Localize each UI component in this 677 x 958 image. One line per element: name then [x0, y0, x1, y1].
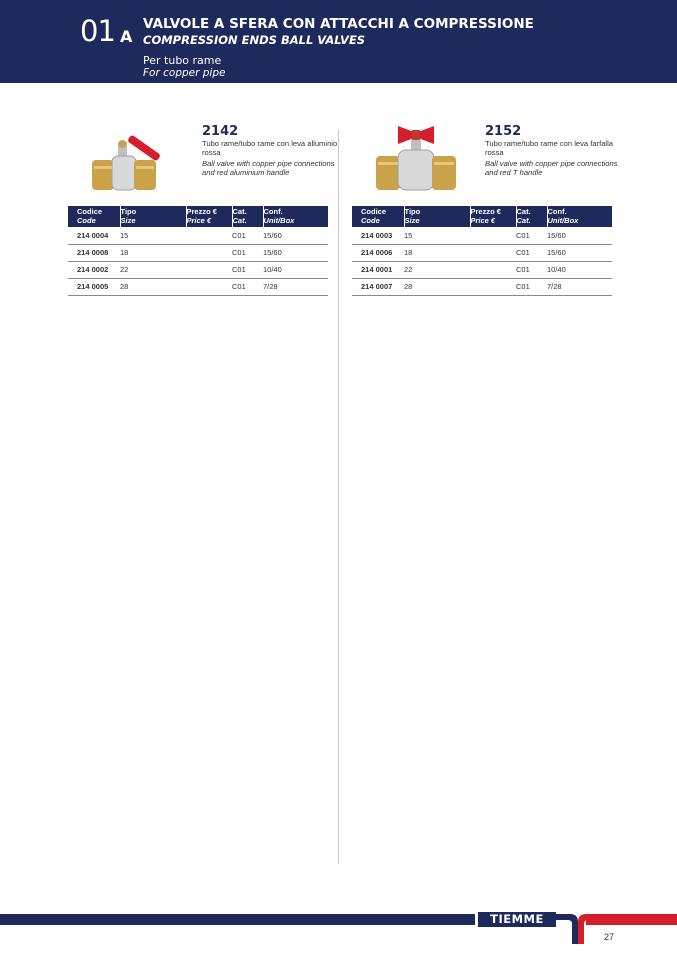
column-header-box: Conf. Unit/Box	[547, 206, 612, 227]
column-divider	[338, 130, 339, 864]
ball-valve-lever-icon	[78, 116, 178, 201]
page-title: VALVOLE A SFERA CON ATTACCHI A COMPRESSIONE	[143, 16, 534, 32]
product-code: 2152	[485, 124, 522, 139]
product-table-2142	[68, 206, 328, 296]
column-header-size: Tipo Size	[404, 206, 470, 227]
column-header-price: Prezzo € Price €	[470, 206, 516, 227]
section-number: 01	[80, 14, 115, 48]
table-row: 214 0004 15 C01 15/60	[68, 227, 328, 244]
column-header-cat: Cat. Cat.	[516, 206, 547, 227]
footer-red-bar	[586, 914, 677, 925]
page-number: 27	[604, 932, 615, 942]
column-header-cat: Cat. Cat.	[232, 206, 263, 227]
table-row: 214 0005 28 C01 7/28	[68, 278, 328, 295]
table-row: 214 0008 18 C01 15/60	[68, 244, 328, 261]
column-header-box: Conf. Unit/Box	[263, 206, 328, 227]
table-row: 214 0001 22 C01 10/40	[352, 261, 612, 278]
product-table-2152	[352, 206, 612, 296]
table-row: 214 0003 15 C01 15/60	[352, 227, 612, 244]
product-description-en: Ball valve with copper pipe connections and red aluminium handle	[202, 159, 335, 177]
product-description-it: Tubo rame/tubo rame con leva farfalla rossa	[485, 139, 614, 157]
product-description-it: Tubo rame/tubo rame con leva alluminio rossa	[202, 139, 338, 157]
page-header	[0, 0, 677, 83]
category-title-en: For copper pipe	[143, 67, 226, 79]
page-subtitle: COMPRESSION ENDS BALL VALVES	[143, 33, 366, 47]
category-title: Per tubo rame	[143, 54, 222, 67]
table-row: 214 0006 18 C01 15/60	[352, 244, 612, 261]
product-code: 2142	[202, 124, 239, 139]
column-header-code: Codice Code	[68, 206, 120, 227]
column-header-size: Tipo Size	[120, 206, 186, 227]
brand-logo: TIEMME	[478, 912, 556, 927]
column-header-code: Codice Code	[352, 206, 404, 227]
table-row: 214 0002 22 C01 10/40	[68, 261, 328, 278]
section-letter: A	[120, 27, 133, 46]
table-row: 214 0007 28 C01 7/28	[352, 278, 612, 295]
column-header-price: Prezzo € Price €	[186, 206, 232, 227]
product-description-en: Ball valve with copper pipe connections and red T handle	[485, 159, 618, 177]
footer-bar	[0, 914, 475, 925]
ball-valve-butterfly-icon	[366, 116, 466, 201]
